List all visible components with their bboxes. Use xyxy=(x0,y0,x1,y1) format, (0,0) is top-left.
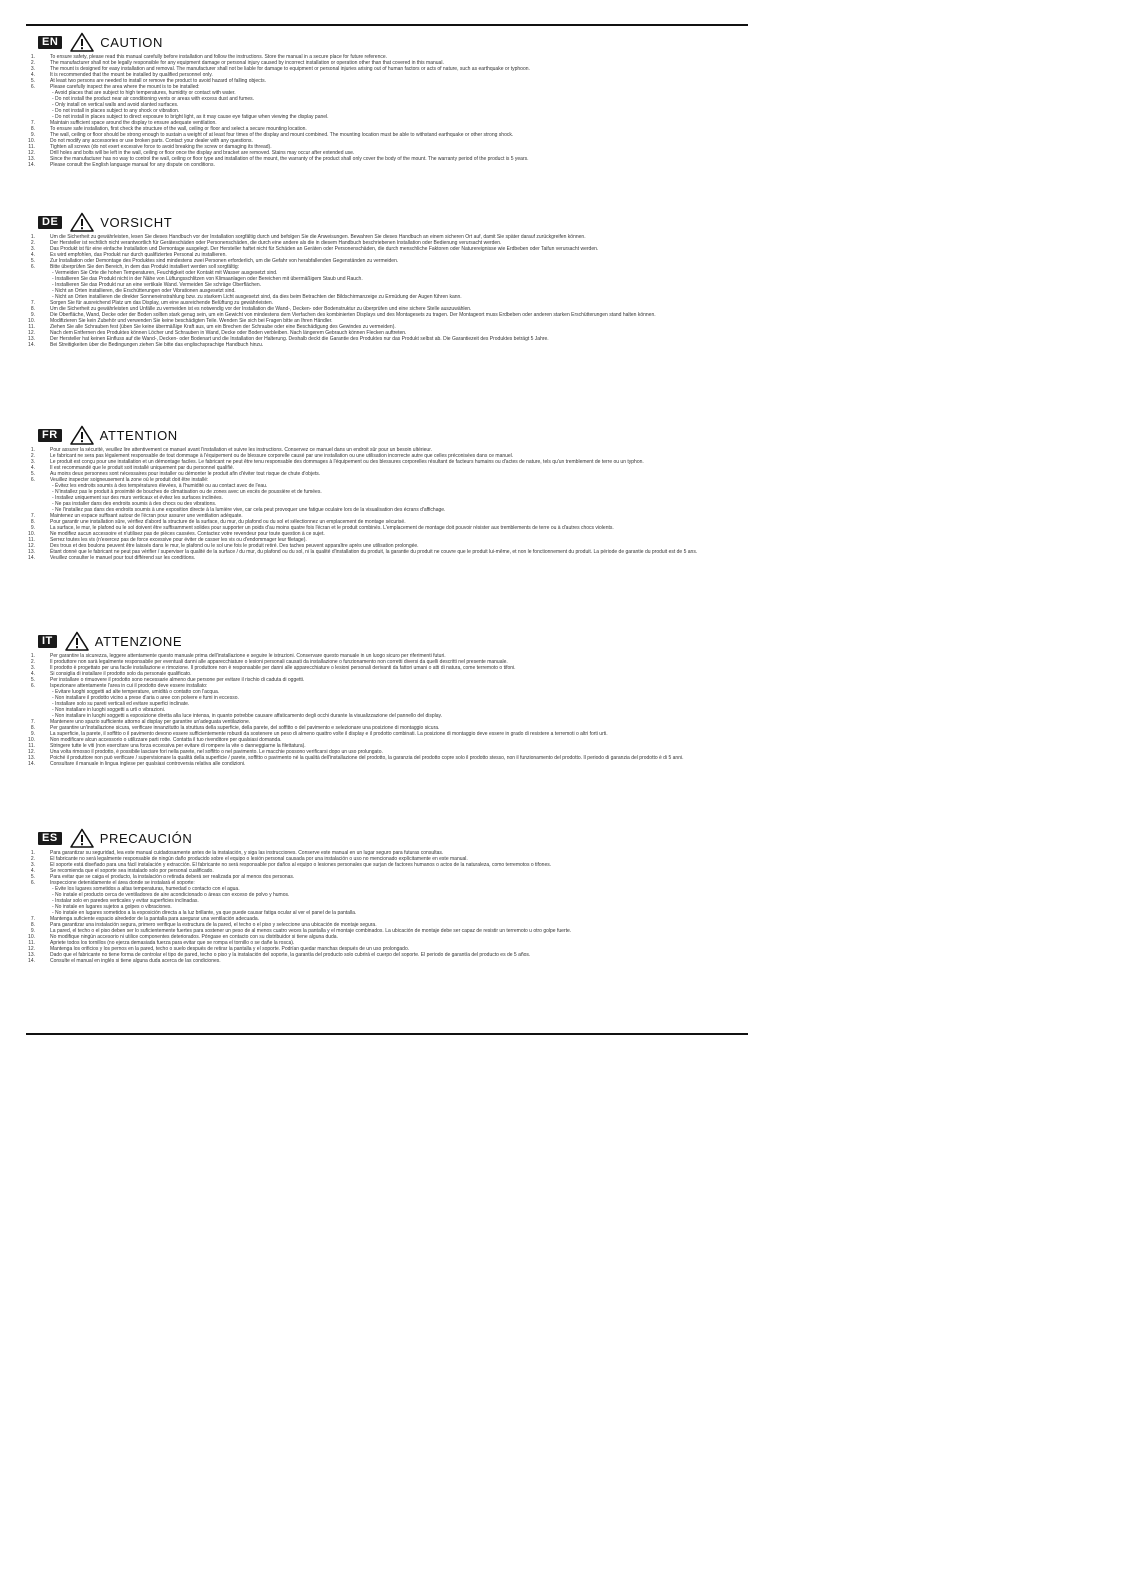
sub-item: - Do not install the product near air conditioning vents or areas with excess dust and fumes. xyxy=(52,96,255,102)
item-text: The manufacturer shall not be legally responsible for any equipment damage or personal injury caused by incorrect installation or operation other than that covered in this manual. xyxy=(50,60,444,66)
item-number: 3. xyxy=(30,862,35,868)
item-number: 11. xyxy=(28,324,35,330)
item-text: Pour garantir une installation sûre, vérifiez d'abord la structure de la surface, du mur, du plafond ou du sol et sélectionnez un emplacement de montage sécurisé. xyxy=(50,519,406,525)
item-text: Le fabricant ne sera pas légalement responsable de tout dommage à l'équipement ou de blessure corporelle causé par une installation ou une utilisation incorrecte autre que celles préconisées dans ce manuel. xyxy=(50,453,514,459)
sub-item: - Evitare luoghi soggetti ad alte temperature, umidità o contatto con l'acqua. xyxy=(52,689,220,695)
section-title: ATTENTION xyxy=(99,427,178,443)
item-number: 14. xyxy=(28,958,35,964)
item-number: 1. xyxy=(30,850,35,856)
sub-item: - Installare solo su pareti verticali ed evitare superfici inclinate. xyxy=(52,701,190,707)
item-number: 9. xyxy=(30,525,35,531)
sub-item: - Ne l'installez pas dans des endroits soumis à une exposition directe à la lumière vive, car cela peut provoquer une fatigue oculaire lors de la visualisation des écrans d'affichage. xyxy=(52,507,446,513)
warning-triangle-icon xyxy=(70,425,94,445)
item-number: 12. xyxy=(28,330,35,336)
item-text: Die Oberfläche, Wand, Decke oder der Boden sollten stark genug sein, um ein Gewicht von mindestens dem Vierfachen des kombinierten Displays und des Montagesets zu tragen. Der Montageort muss Erdbeben oder anderen starken Erschütterungen stand halten können. xyxy=(50,312,656,318)
item-text: Para garantizar una instalación segura, primero verifique la estructura de la pared, el techo o el piso y seleccione una ubicación de montaje segura. xyxy=(50,922,377,928)
sub-item: - Évitez les endroits soumis à des températures élevées, à l'humidité ou au contact avec de l'eau. xyxy=(52,483,268,489)
item-number: 1. xyxy=(30,447,35,453)
item-text: Um die Sicherheit zu gewährleisten, lesen Sie dieses Handbuch vor der Installation sorgfältig durch und befolgen Sie die Anweisungen. Bewahren Sie dieses Handbuch an einem sicheren Ort auf, damit Sie später darauf zurückgreifen können. xyxy=(50,234,586,240)
item-text: Para garantizar su seguridad, lea este manual cuidadosamente antes de la instalación, y siga las instrucciones. Conserve este manual en un lugar seguro para futuras consultas. xyxy=(50,850,444,856)
list-item xyxy=(28,761,728,767)
list-item xyxy=(30,683,728,719)
item-text: Non modificare alcun accessorio o utilizzare parti rotte. Contatta il tuo rivenditore per qualsiasi domanda. xyxy=(50,737,282,743)
item-number: 9. xyxy=(30,312,35,318)
sub-item: - Vermeiden Sie Orte die hohen Temperaturen, Feuchtigkeit oder Kontakt mit Wasser ausgesetzt sind. xyxy=(52,270,278,276)
item-text: Der Hersteller hat keinen Einfluss auf die Wand-, Decken- oder Bodenart und die Installation der Halterung. Deshalb deckt die Garantie des Produktes nur das Produkt selbst ab. Die Garantiezeit des Produktes beträgt 5 Jahre. xyxy=(50,336,549,342)
sub-item: - Evite los lugares sometidos a altas temperaturas, humedad o contacto con el agua. xyxy=(52,886,240,892)
section-title: ATTENZIONE xyxy=(94,633,183,649)
item-text: Please consult the English language manual for any dispute on conditions. xyxy=(50,162,215,168)
item-text: To ensure safe installation, first check the structure of the wall, ceiling or floor and select a secure mounting location. xyxy=(50,126,307,132)
item-number: 7. xyxy=(30,916,35,922)
item-text: Para evitar que se caiga el producto, la instalación o retirada deberá ser realizada por al menos dos personas. xyxy=(50,874,295,880)
item-number: 14. xyxy=(28,162,35,168)
section-de xyxy=(28,213,728,348)
sub-item: - No instale en lugares sujetos a golpes o vibraciones. xyxy=(52,904,172,910)
item-number: 3. xyxy=(30,665,35,671)
item-number: 14. xyxy=(28,342,35,348)
language-badge: IT xyxy=(38,635,57,648)
item-number: 6. xyxy=(30,264,35,270)
item-text: Drill holes and bolts will be left in the wall, ceiling or floor once the display and bracket are removed. Stains may occur after extended use. xyxy=(50,150,355,156)
instruction-list xyxy=(28,850,728,964)
item-number: 10. xyxy=(28,531,35,537)
item-number: 2. xyxy=(30,856,35,862)
item-number: 6. xyxy=(30,84,35,90)
item-number: 7. xyxy=(30,513,35,519)
item-text: Apriete todos los tornillos (no ejerza demasiada fuerza para evitar que se rompa el tornillo o se dañe la rosca). xyxy=(50,940,295,946)
item-text: La superficie, la parete, il soffitto o il pavimento devono essere sufficientemente robusti da sostenere un peso di almeno quattro volte il display e il prodotto combinati. La posizione di montaggio deve essere in grado di resistere a terremoti o altri forti urti. xyxy=(50,731,608,737)
item-text: Maintain sufficient space around the display to ensure adequate ventilation. xyxy=(50,120,217,126)
warning-triangle-icon xyxy=(70,32,94,52)
item-text: Sorgen Sie für ausreichend Platz um das Display, um eine ausreichende Belüftung zu gewährleisten. xyxy=(50,300,274,306)
sub-item: - Only install on vertical walls and avoid slanted surfaces. xyxy=(52,102,179,108)
section-fr xyxy=(28,426,728,561)
item-number: 5. xyxy=(30,677,35,683)
sub-item: - Installieren Sie das Produkt nur an eine vertikale Wand. Vermeiden Sie schräge Oberflächen. xyxy=(52,282,262,288)
item-text: Dado que el fabricante no tiene forma de controlar el tipo de pared, techo o piso y la instalación del soporte, la garantía del producto solo cubrirá el cuerpo del soporte. El periodo de garantía del producto es de 5 años. xyxy=(50,952,531,958)
sub-item: - No instale en lugares sometidos a la exposición directa a la luz brillante, ya que puede causar fatiga ocular al ver el panel de la pantalla. xyxy=(52,910,357,916)
item-number: 9. xyxy=(30,731,35,737)
item-number: 7. xyxy=(30,719,35,725)
item-number: 2. xyxy=(30,60,35,66)
item-text: Nach dem Entfernen des Produktes können Löcher und Schrauben in Wand, Decke oder Boden verbleiben. Nach längerem Gebrauch können Flecken auftreten. xyxy=(50,330,407,336)
item-text: Il est recommandé que le produit soit installé uniquement par du personnel qualifié. xyxy=(50,465,234,471)
item-number: 1. xyxy=(30,653,35,659)
item-number: 10. xyxy=(28,737,35,743)
item-text: El fabricante no será legalmente responsable de ningún daño producido sobre el equipo o lesión personal causada por una instalación o uso no mencionado explícitamente en este manual. xyxy=(50,856,468,862)
item-number: 9. xyxy=(30,928,35,934)
item-number: 10. xyxy=(28,934,35,940)
item-text: Veuillez inspecter soigneusement la zone où le produit doit être installé: xyxy=(50,477,209,483)
item-text: Zur Installation oder Demontage des Produktes sind mindestens zwei Personen erforderlich, um die Gefahr von herabfallenden Gegenständen zu vermeiden. xyxy=(50,258,399,264)
item-number: 8. xyxy=(30,922,35,928)
item-number: 2. xyxy=(30,659,35,665)
item-text: Do not modify any accessories or use broken parts. Contact your dealer with any questions. xyxy=(50,138,253,144)
item-text: Serrez toutes les vis (n'exercez pas de force excessive pour éviter de casser les vis ou d'endommager leur filetage). xyxy=(50,537,307,543)
item-number: 7. xyxy=(30,120,35,126)
section-es xyxy=(28,829,728,964)
item-text: Se recomienda que el soporte sea instalado solo por personal cualificado. xyxy=(50,868,214,874)
item-number: 12. xyxy=(28,946,35,952)
item-text: Veuillez consulter le manuel pour tout différend sur les conditions. xyxy=(50,555,196,561)
item-number: 6. xyxy=(30,683,35,689)
item-number: 8. xyxy=(30,519,35,525)
item-text: Der Hersteller ist rechtlich nicht verantwortlich für Geräteschäden oder Personenschäden, die durch eine andere als die in diesem Handbuch beschriebenen Installation oder Bedienung verursacht werden. xyxy=(50,240,502,246)
language-badge: FR xyxy=(38,429,62,442)
item-text: Das Produkt ist für eine einfache Installation und Demontage ausgelegt. Der Hersteller haftet nicht für Schäden an Geräten oder Personenschäden, die durch menschliche Faktoren oder Naturereignisse wie Erdbeben oder Taifun verursacht werden. xyxy=(50,246,599,252)
item-number: 6. xyxy=(30,477,35,483)
item-number: 3. xyxy=(30,246,35,252)
section-en xyxy=(28,33,728,168)
item-text: Bei Streitigkeiten über die Bedingungen ziehen Sie bitte das englischsprachige Handbuch hinzu. xyxy=(50,342,264,348)
item-number: 11. xyxy=(28,144,35,150)
bottom-divider xyxy=(26,1033,748,1035)
sub-item: - Installieren Sie das Produkt nicht in der Nähe von Lüftungsschlitzen von Klimaanlagen oder Bereichen mit übermäßigem Staub und Rauch. xyxy=(52,276,363,282)
list-item xyxy=(30,477,728,513)
item-number: 4. xyxy=(30,252,35,258)
section-heading xyxy=(38,829,728,847)
sub-item: - Nicht an Orten installieren die direkter Sonneneinstrahlung bzw. zu starkem Licht ausgesetzt sind, da dies beim Betrachten der Bildschirmanzeige zu Ermüdung der Augen führen kann. xyxy=(52,294,462,300)
item-text: Maintenez un espace suffisant autour de l'écran pour assurer une ventilation adéquate. xyxy=(50,513,243,519)
item-number: 8. xyxy=(30,126,35,132)
item-number: 5. xyxy=(30,874,35,880)
item-text: Le produit est conçu pour une installation et un démontage faciles. Le fabricant ne peut être tenu responsable des dommages à l'équipement ou des blessures corporelles résultant de facteurs humains ou d'actes de nature, tels qu'un tremblement de terre ou un typhon. xyxy=(50,459,644,465)
item-number: 11. xyxy=(28,940,35,946)
item-number: 14. xyxy=(28,555,35,561)
item-text: Il prodotto è progettato per una facile installazione e rimozione. Il produttore non è responsabile per danni alle apparecchiature o lesioni personali derivanti da fattori umani o atti di natura, come terremoto o tifoni. xyxy=(50,665,516,671)
sub-item: - Do not install in places subject to direct exposure to bright light, as it may cause eye fatigue when viewing the display panel. xyxy=(52,114,329,120)
section-heading xyxy=(38,213,728,231)
item-text: Es wird empfohlen, das Produkt nur durch qualifiziertes Personal zu installieren. xyxy=(50,252,227,258)
item-number: 4. xyxy=(30,72,35,78)
item-number: 12. xyxy=(28,150,35,156)
item-number: 13. xyxy=(28,952,35,958)
item-text: At least two persons are needed to install or remove the product to avoid hazard of falling objects. xyxy=(50,78,266,84)
section-title: CAUTION xyxy=(100,34,163,50)
section-heading xyxy=(38,632,728,650)
section-title: PRECAUCIÓN xyxy=(99,830,193,846)
sub-item: - Ne pas installer dans des endroits soumis à des chocs ou des vibrations. xyxy=(52,501,217,507)
item-number: 11. xyxy=(28,743,35,749)
item-text: Mantenere uno spazio sufficiente attorno al display per garantire un'adeguata ventilazione. xyxy=(50,719,251,725)
item-text: Il produttore non sarà legalmente responsabile per eventuali danni alle apparecchiature o lesioni personali causati da installazione o funzionamento non corretti diversi da quelli descritti nel presente manuale. xyxy=(50,659,508,665)
item-number: 5. xyxy=(30,471,35,477)
section-it xyxy=(28,632,728,767)
item-text: Des trous et des boulons peuvent être laissés dans le mur, le plafond ou le sol une fois le produit retiré. Des taches peuvent apparaître après une utilisation prolongée. xyxy=(50,543,419,549)
item-number: 13. xyxy=(28,336,35,342)
language-badge: ES xyxy=(38,832,62,845)
item-text: Ispezionare attentamente l'area in cui il prodotto deve essere installato: xyxy=(50,683,208,689)
item-number: 2. xyxy=(30,240,35,246)
item-text: Poiché il produttore non può verificare / supervisionare la qualità della superficie / parete, soffitto o pavimento né la qualità dell'installazione del prodotto, la garanzia del prodotto copre solo il prodotto stesso, non il funzionamento del prodotto. Il periodo di garanzia del prodotto è di 5 anni. xyxy=(50,755,684,761)
item-number: 11. xyxy=(28,537,35,543)
list-item xyxy=(28,342,728,348)
item-text: Stringere tutte le viti (non esercitare una forza eccessiva per evitare di rompere la vite o danneggiarne la filettatura). xyxy=(50,743,306,749)
item-text: Étant donné que le fabricant ne peut pas vérifier / superviser la qualité de la surface / du mur, du plafond ou du sol, ni la qualité d'installation du produit, la garantie du produit ne couvre que le produit lui-même, et non le fonctionnement du produit. La période de garantie du produit est de 5 ans. xyxy=(50,549,698,555)
item-text: El soporte está diseñado para una fácil instalación y extracción. El fabricante no será responsable por daños al equipo o lesiones personales que surjan de factores humanos o actos de la naturaleza, como terremotos o tifones. xyxy=(50,862,552,868)
item-text: Consultare il manuale in lingua inglese per qualsiasi controversia relativa alle condizioni. xyxy=(50,761,246,767)
section-heading xyxy=(38,33,728,51)
item-number: 13. xyxy=(28,156,35,162)
item-number: 1. xyxy=(30,234,35,240)
sub-item: - Do not install in places subject to any shock or vibration. xyxy=(52,108,180,114)
item-text: Au moins deux personnes sont nécessaires pour installer ou démonter le produit afin d'éviter tout risque de chute d'objets. xyxy=(50,471,321,477)
item-number: 4. xyxy=(30,671,35,677)
sub-item: - N'installez pas le produit à proximité de bouches de climatisation ou de zones avec un excès de poussière et de fumées. xyxy=(52,489,322,495)
item-text: The mount is designed for easy installation and removal. The manufacturer shall not be liable for damage to equipment or personal injuries arising out of human factors or acts of nature, such as earthquake or typhoon. xyxy=(50,66,530,72)
sub-item: - Installez uniquement sur des murs verticaux et évitez les surfaces inclinées. xyxy=(52,495,223,501)
item-number: 13. xyxy=(28,755,35,761)
sub-item: - Non installare in luoghi soggetti a esposizione diretta alla luce intensa, in quanto potrebbe causare affaticamento degli occhi durante la visualizzazione del pannello del display. xyxy=(52,713,443,719)
item-number: 9. xyxy=(30,132,35,138)
sub-item: - Nicht an Orten installieren, die Erschütterungen oder Vibrationen ausgesetzt sind. xyxy=(52,288,236,294)
list-item xyxy=(28,162,728,168)
list-item xyxy=(28,958,728,964)
item-number: 2. xyxy=(30,453,35,459)
item-text: La surface, le mur, le plafond ou le sol doivent être suffisamment solides pour supporter un poids d'au moins quatre fois l'écran et le produit combinés. L'emplacement de montage doit pouvoir résister aux tremblements de terre ou à d'autres chocs violents. xyxy=(50,525,614,531)
warning-triangle-icon xyxy=(70,212,94,232)
item-text: Bitte überprüfen Sie den Bereich, in dem das Produkt installiert werden soll sorgfältig: xyxy=(50,264,239,270)
warning-triangle-icon xyxy=(65,631,89,651)
sub-item: - Non installare in luoghi soggetti a urti o vibrazioni. xyxy=(52,707,166,713)
language-badge: EN xyxy=(38,36,62,49)
list-item xyxy=(30,264,728,300)
sub-item: - Instalar solo en paredes verticales y evitar superficies inclinadas. xyxy=(52,898,199,904)
item-number: 4. xyxy=(30,868,35,874)
item-text: Mantenga suficiente espacio alrededor de la pantalla para asegurar una ventilación adecuada. xyxy=(50,916,260,922)
item-text: Per garantire la sicurezza, leggere attentamente questo manuale prima dell'installazione e seguire le istruzioni. Conservare questo manuale in un luogo sicuro per riferimenti futuri. xyxy=(50,653,446,659)
item-text: It is recommended that the mount be installed by qualified personnel only. xyxy=(50,72,213,78)
item-number: 5. xyxy=(30,78,35,84)
item-number: 4. xyxy=(30,465,35,471)
item-number: 3. xyxy=(30,459,35,465)
language-badge: DE xyxy=(38,216,62,229)
item-number: 13. xyxy=(28,549,35,555)
section-heading xyxy=(38,426,728,444)
list-item xyxy=(30,84,728,120)
item-text: Pour assurer la sécurité, veuillez lire attentivement ce manuel avant l'installation et suivre les instructions. Conservez ce manuel dans un endroit sûr pour un besoin ultérieur. xyxy=(50,447,432,453)
item-text: The wall, ceiling or floor should be strong enough to sustain a weight of at least four times of the display and mount combined. The mounting location must be able to withstand earthquake or other strong shock. xyxy=(50,132,514,138)
item-text: Ne modifiez aucun accessoire et n'utilisez pas de pièces cassées. Contactez votre revendeur pour toute question à ce sujet. xyxy=(50,531,325,537)
item-text: Um die Sicherheit zu gewährleisten und Unfälle zu vermeiden ist es notwendig vor der Installation die Wand-, Decken- oder Bodenstruktur zu überprüfen und eine sichere Stelle auszuwählen. xyxy=(50,306,472,312)
item-text: Mantenga los orificios y los pernos en la pared, techo o suelo después de retirar la pantalla y el soporte. Podrían quedar manchas después de un uso prolongado. xyxy=(50,946,410,952)
item-number: 14. xyxy=(28,761,35,767)
instruction-list xyxy=(28,653,728,767)
sub-item: - No instale el producto cerca de ventiladores de aire acondicionado o áreas con exceso de polvo y humos. xyxy=(52,892,290,898)
item-text: Tighten all screws (do not exert excessive force to avoid breaking the screw or damaging its thread). xyxy=(50,144,272,150)
list-item xyxy=(28,555,728,561)
item-text: Inspeccione detenidamente el área donde se instalará el soporte: xyxy=(50,880,195,886)
warning-triangle-icon xyxy=(70,828,94,848)
item-text: To ensure safety, please read this manual carefully before installation and follow the instructions. Store the manual in a secure place for future reference. xyxy=(50,54,388,60)
item-text: Modifizieren Sie kein Zubehör und verwenden Sie keine beschädigten Teile. Wenden Sie sich bei Fragen bitte an Ihren Händler. xyxy=(50,318,333,324)
section-title: VORSICHT xyxy=(100,214,173,230)
list-item xyxy=(30,880,728,916)
item-number: 10. xyxy=(28,318,35,324)
sub-item: - Non installare il prodotto vicino a prese d'aria o aree con polvere e fumi in eccesso. xyxy=(52,695,239,701)
instruction-list xyxy=(28,447,728,561)
item-number: 1. xyxy=(30,54,35,60)
item-text: Please carefully inspect the area where the mount is to be installed: xyxy=(50,84,200,90)
item-number: 10. xyxy=(28,138,35,144)
item-text: Una volta rimosso il prodotto, è possibile lasciare fori nella parete, nel soffitto o nel pavimento. Le macchie possono verificarsi dopo un uso prolungato. xyxy=(50,749,383,755)
item-number: 12. xyxy=(28,543,35,549)
item-number: 12. xyxy=(28,749,35,755)
item-text: Per garantire un'installazione sicura, verificare innanzitutto la struttura della superficie, della parete, del soffitto o del pavimento e selezionare una posizione di montaggio sicura. xyxy=(50,725,440,731)
item-text: Per installare o rimuovere il prodotto sono necessarie almeno due persone per evitare il rischio di caduta di oggetti. xyxy=(50,677,305,683)
item-number: 8. xyxy=(30,306,35,312)
top-divider xyxy=(26,24,748,26)
item-text: Si consiglia di installare il prodotto solo da personale qualificato. xyxy=(50,671,192,677)
item-text: Ziehen Sie alle Schrauben fest (üben Sie keine übermäßige Kraft aus, um ein Brechen der Schraube oder eine Beschädigung des Gewindes zu vermeiden). xyxy=(50,324,396,330)
item-text: Consulte el manual en inglés si tiene alguna duda acerca de las condiciones. xyxy=(50,958,221,964)
item-number: 3. xyxy=(30,66,35,72)
item-number: 6. xyxy=(30,880,35,886)
item-text: No modifique ningún accesorio ni utilice componentes deteriorados. Póngase en contacto con su distribuidor si tiene alguna duda. xyxy=(50,934,338,940)
item-text: La pared, el techo o el piso deben ser lo suficientemente fuertes para sostener un peso de al menos cuatro veces la pantalla y el montaje combinados. La ubicación de montaje debe ser capaz de resistir un terremoto u otro golpe fuerte. xyxy=(50,928,572,934)
item-number: 5. xyxy=(30,258,35,264)
item-number: 7. xyxy=(30,300,35,306)
instruction-list xyxy=(28,234,728,348)
item-text: Since the manufacturer has no way to control the wall, ceiling or floor type and installation of the mount, the warranty of the product shall only cover the body of the mount. The warranty period of the product is 5 years. xyxy=(50,156,529,162)
item-number: 8. xyxy=(30,725,35,731)
sub-item: - Avoid places that are subject to high temperatures, humidity or contact with water. xyxy=(52,90,236,96)
instruction-list xyxy=(28,54,728,168)
